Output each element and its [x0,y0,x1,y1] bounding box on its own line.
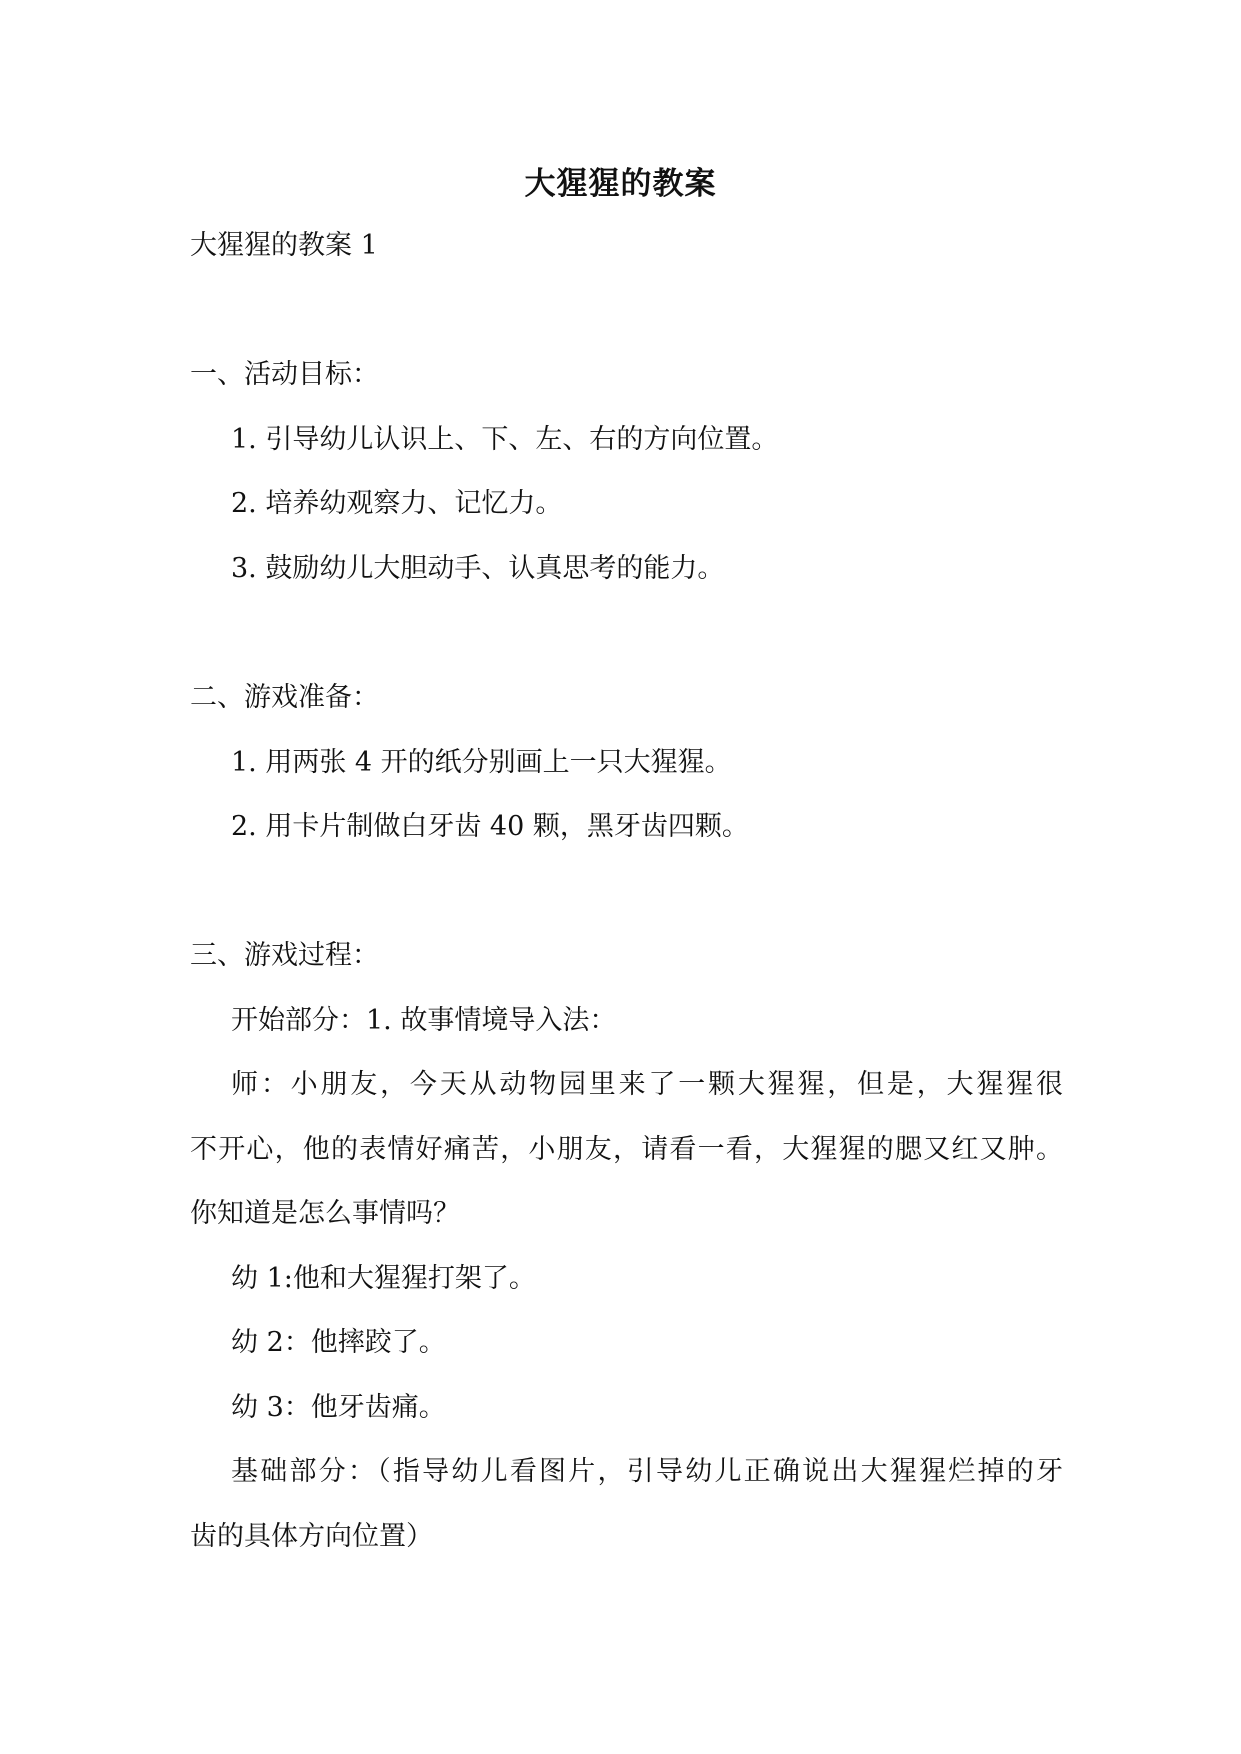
section-heading-process: 三、游戏过程： [190,940,379,971]
basic-part-line-1: 基础部分：（指导幼儿看图片，引导幼儿正确说出大猩猩烂掉的牙 [231,1456,1063,1487]
preparation-item-2: 2. 用卡片制做白牙齿 40 颗，黑牙齿四颗。 [231,811,749,842]
document-subtitle: 大猩猩的教案 1 [190,230,378,261]
child-answer-2: 幼 2：他摔跤了。 [231,1327,446,1358]
teacher-paragraph-line-1: 师：小朋友，今天从动物园里来了一颗大猩猩，但是，大猩猩很 [231,1069,1063,1100]
objective-item-2: 2. 培养幼观察力、记忆力。 [231,488,563,519]
objective-item-3: 3. 鼓励幼儿大胆动手、认真思考的能力。 [231,553,725,584]
child-answer-1: 幼 1:他和大猩猩打架了。 [231,1263,536,1294]
teacher-paragraph-line-2: 不开心，他的表情好痛苦，小朋友，请看一看，大猩猩的腮又红又肿。 [190,1134,1063,1165]
teacher-paragraph-line-3: 你知道是怎么事情吗？ [190,1198,460,1229]
objective-item-1: 1. 引导幼儿认识上、下、左、右的方向位置。 [231,424,779,455]
section-heading-preparation: 二、游戏准备： [190,682,379,713]
preparation-item-1: 1. 用两张 4 开的纸分别画上一只大猩猩。 [231,747,732,778]
document-title: 大猩猩的教案 [524,166,717,202]
process-start-line: 开始部分：1. 故事情境导入法： [231,1005,617,1036]
basic-part-line-2: 齿的具体方向位置） [190,1521,433,1552]
child-answer-3: 幼 3：他牙齿痛。 [231,1392,446,1423]
section-heading-objectives: 一、活动目标： [190,359,379,390]
